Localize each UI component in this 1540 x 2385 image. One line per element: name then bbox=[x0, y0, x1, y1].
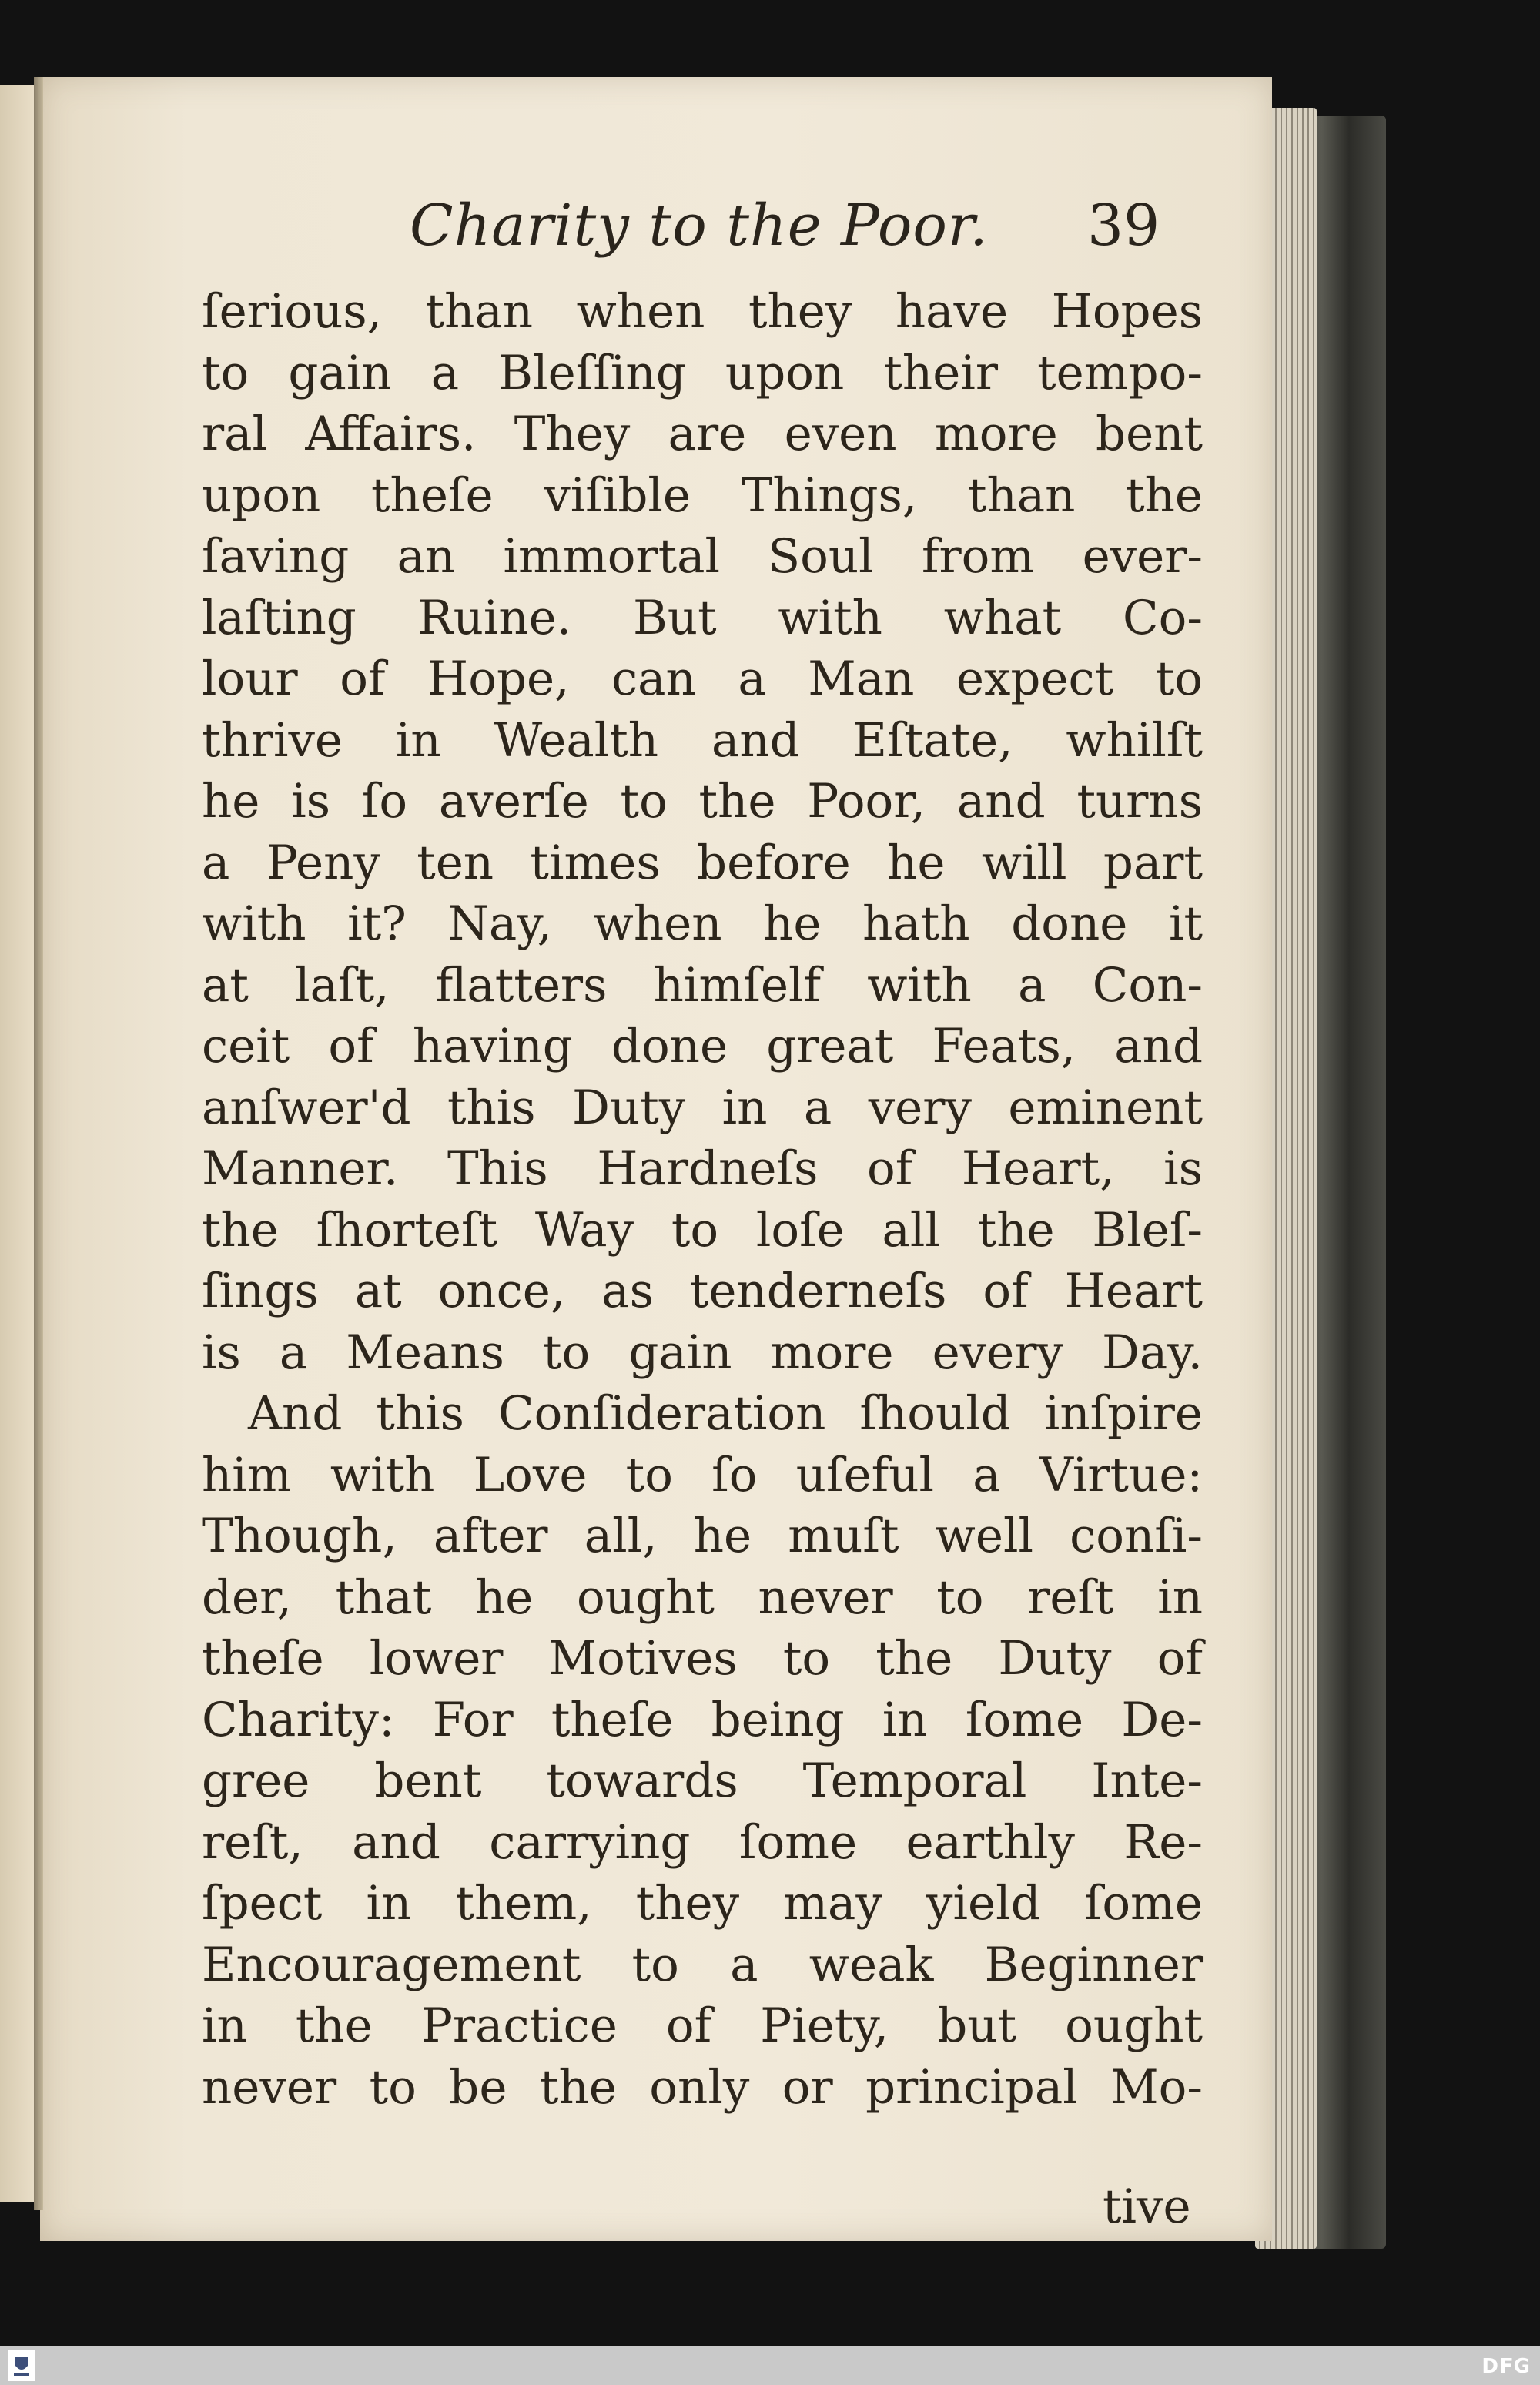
paragraph-first-line: And this Conſideration ſhould inſpire bbox=[248, 1386, 1203, 1441]
text-line: ral Affairs. They are even more bent bbox=[202, 407, 1203, 461]
scanner-footer-bar bbox=[0, 2346, 1540, 2385]
running-title: Charity to the Poor. bbox=[410, 193, 989, 259]
text-line: lour of Hope, can a Man expect to bbox=[202, 652, 1203, 706]
text-line: upon theſe viſible Things, than the bbox=[202, 467, 1203, 523]
text-line: never to be the only or principal Mo- bbox=[202, 2059, 1203, 2115]
text-line: the ſhorteſt Way to loſe all the Bleſ- bbox=[202, 1202, 1203, 1258]
text-line: a Peny ten times before he will part bbox=[202, 835, 1203, 890]
page-number: 39 bbox=[1087, 193, 1160, 259]
text-line: Charity: For theſe being in ſome De- bbox=[202, 1692, 1203, 1747]
facing-page-sliver bbox=[0, 85, 37, 2202]
text-line: ſerious, than when they have Hopes bbox=[202, 284, 1203, 339]
text-line: in the Practice of Piety, but ought bbox=[202, 1998, 1203, 2053]
text-line: theſe lower Motives to the Duty of bbox=[202, 1631, 1203, 1686]
text-line: anſwer'd this Duty in a very eminent bbox=[202, 1080, 1203, 1135]
catchword: tive bbox=[1103, 2179, 1191, 2234]
text-line: Manner. This Hardneſs of Heart, is bbox=[202, 1141, 1203, 1196]
running-head bbox=[410, 193, 1180, 285]
text-line: at laſt, flatters himſelf with a Con- bbox=[202, 957, 1203, 1013]
text-line: with it? Nay, when he hath done it bbox=[202, 896, 1203, 951]
text-line: Encouragement to a weak Beginner bbox=[202, 1937, 1203, 1992]
text-line: is a Means to gain more every Day. bbox=[202, 1325, 1203, 1380]
page-gutter bbox=[34, 77, 43, 2210]
text-line: reſt, and carrying ſome earthly Re- bbox=[202, 1814, 1203, 1870]
text-line: Though, after all, he muſt well conſi- bbox=[202, 1509, 1203, 1563]
text-line: to gain a Bleſſing upon their tempo- bbox=[202, 345, 1203, 400]
scanner-label: DFG bbox=[1481, 2355, 1531, 2378]
text-line: laſting Ruine. But with what Co- bbox=[202, 590, 1203, 645]
text-line: ſpect in them, they may yield ſome bbox=[202, 1876, 1203, 1931]
text-line: him with Love to ſo uſeful a Virtue: bbox=[202, 1447, 1203, 1502]
text-line: thrive in Wealth and Eſtate, whilſt bbox=[202, 712, 1203, 768]
text-line: ceit of having done great Feats, and bbox=[202, 1019, 1203, 1074]
text-line: gree bent towards Temporal Inte- bbox=[202, 1754, 1203, 1808]
body-text bbox=[202, 281, 1203, 2118]
text-line: he is ſo averſe to the Poor, and turns bbox=[202, 774, 1203, 829]
book-page bbox=[40, 77, 1272, 2241]
text-line: der, that he ought never to reſt in bbox=[202, 1569, 1203, 1625]
text-line: ſaving an immortal Soul from ever- bbox=[202, 529, 1203, 584]
text-line: ſings at once, as tenderneſs of Heart bbox=[202, 1264, 1203, 1318]
library-crest-icon bbox=[8, 2350, 35, 2381]
